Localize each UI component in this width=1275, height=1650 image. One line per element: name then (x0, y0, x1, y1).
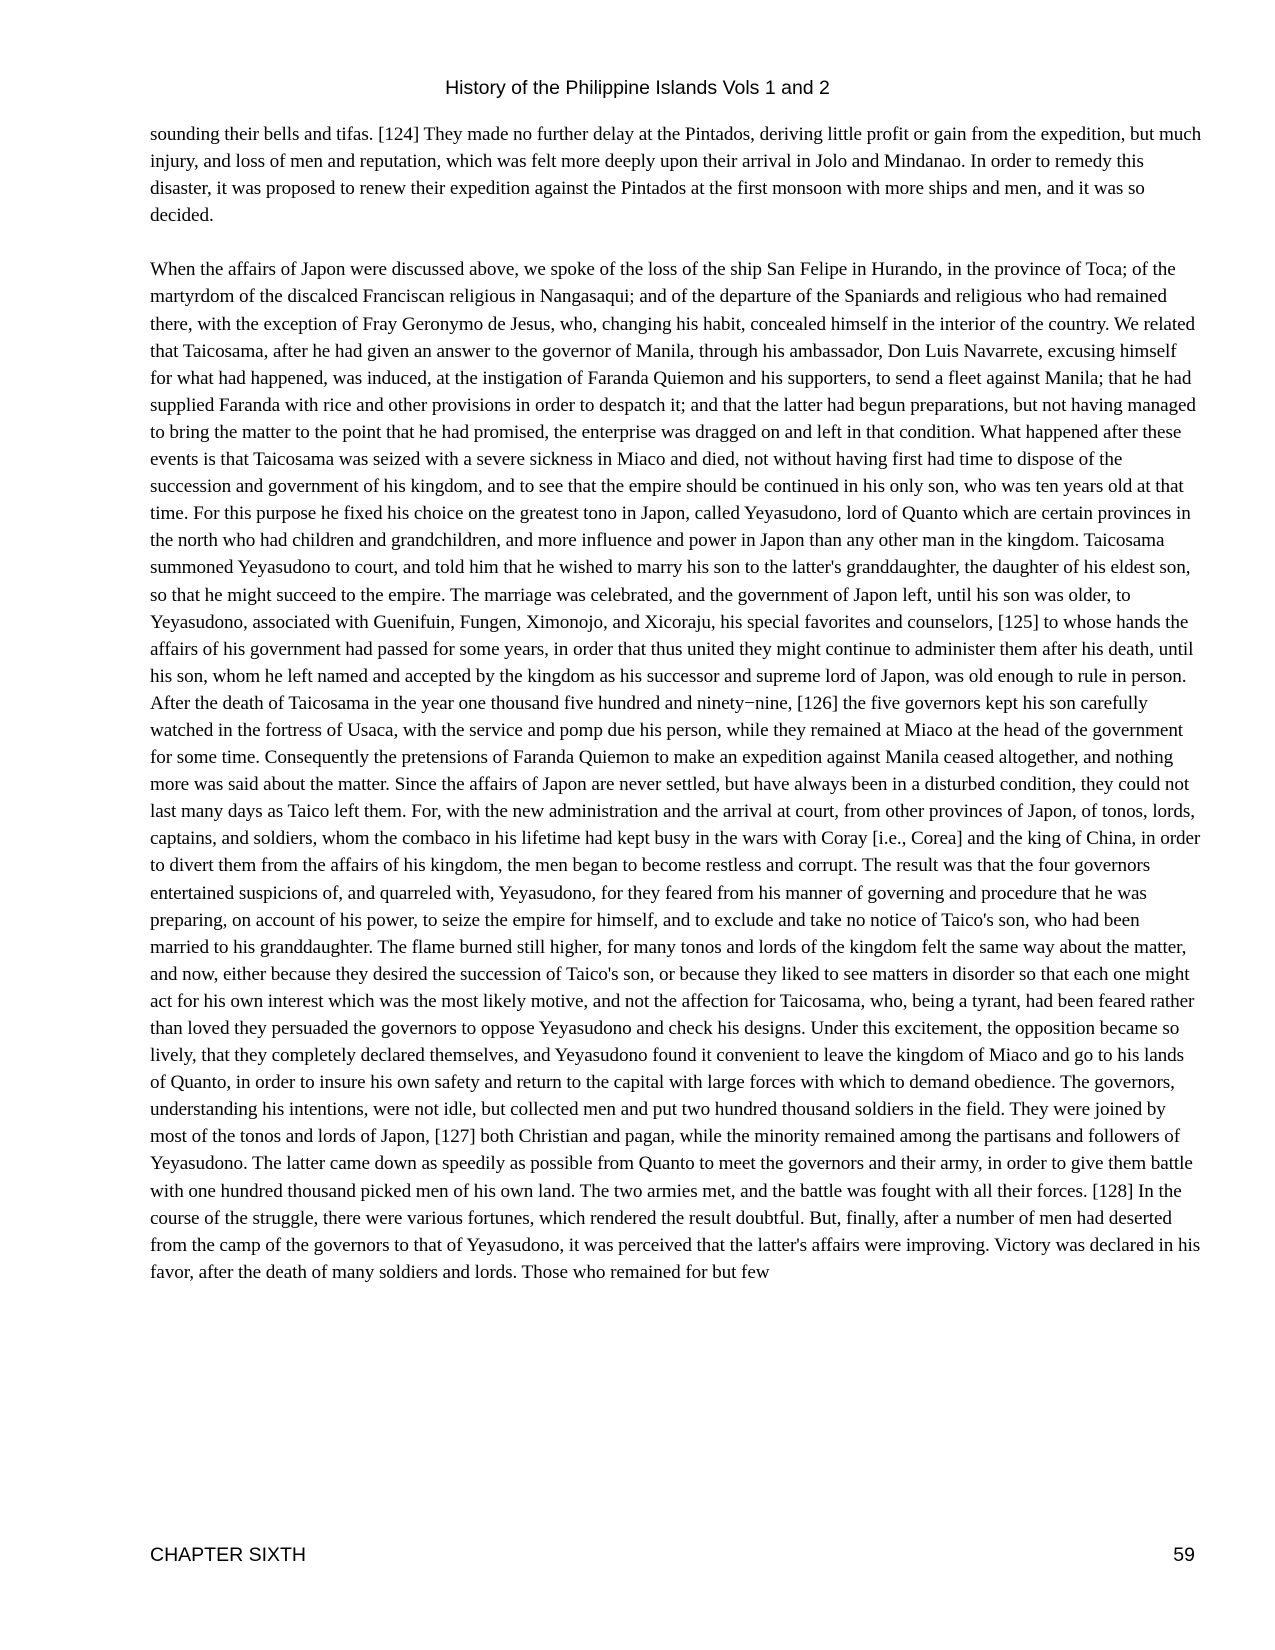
paragraph: When the affairs of Japon were discussed above, we spoke of the loss of the ship San Felipe in Hurando, in the province of Toca; of the martyrdom of the discalced Franciscan religious in Nangasaqui; and of the departure of the Spaniards and religious who had remained there, with the exception of Fray Geronymo de Jesus, who, changing his habit, concealed himself in the interior of the country. We related that Taicosama, after he had given an answer to the governor of Manila, through his ambassador, Don Luis Navarrete, excusing himself for what had happened, was induced, at the instigation of Faranda Quiemon and his supporters, to send a fleet against Manila; that he had supplied Faranda with rice and other provisions in order to despatch it; and that the latter had begun preparations, but not having managed to bring the matter to the point that he had promised, the enterprise was dragged on and left in that condition. What happened after these events is that Taicosama was seized with a severe sickness in Miaco and died, not without having first had time to dispose of the succession and government of his kingdom, and to see that the empire should be continued in his only son, who was ten years old at that time. For this purpose he fixed his choice on the greatest tono in Japon, called Yeyasudono, lord of Quanto which are certain provinces in the north who had children and grandchildren, and more influence and power in Japon than any other man in the kingdom. Taicosama summoned Yeyasudono to court, and told him that he wished to marry his son to the latter's granddaughter, the daughter of his eldest son, so that he might succeed to the empire. The marriage was celebrated, and the government of Japon left, until his son was older, to Yeyasudono, associated with Guenifuin, Fungen, Ximonojo, and Xicoraju, his special favorites and counselors, [125] to whose hands the affairs of his government had passed for some years, in order that thus united they might continue to administer them after his death, until his son, whom he left named and accepted by the kingdom as his successor and supreme lord of Japon, was old enough to rule in person. After the death of Taicosama in the year one thousand five hundred and ninety−nine, [126] the five governors kept his son carefully watched in the fortress of Usaca, with the service and pomp due his person, while they remained at Miaco at the head of the government for some time. Consequently the pretensions of Faranda Quiemon to make an expedition against Manila ceased altogether, and nothing more was said about the matter. Since the affairs of Japon are never settled, but have always been in a disturbed condition, they could not last many days as Taico left them. For, with the new administration and the arrival at court, from other provinces of Japon, of tonos, lords, captains, and soldiers, whom the combaco in his lifetime had kept busy in the wars with Coray [i.e., Corea] and the king of China, in order to divert them from the affairs of his kingdom, the men began to become restless and corrupt. The result was that the four governors entertained suspicions of, and quarreled with, Yeyasudono, for they feared from his manner of governing and procedure that he was preparing, on account of his power, to seize the empire for himself, and to exclude and take no notice of Taico's son, who had been married to his granddaughter. The flame burned still higher, for many tonos and lords of the kingdom felt the same way about the matter, and now, either because they desired the succession of Taico's son, or because they liked to see matters in disorder so that each one might act for his own interest which was the most likely motive, and not the affection for Taicosama, who, being a tyrant, had been feared rather than loved they persuaded the governors to oppose Yeyasudono and check his designs. Under this excitement, the opposition became so lively, that they completely declared themselves, and Yeyasudono found it convenient to leave the kingdom of Miaco and go to his lands of Quanto, in order to insure his own safety and return to the capital with large forces with which to demand obedience. The governors, understanding his intentions, were not idle, but collected men and put two hundred thousand soldiers in the field. They were joined by most of the tonos and lords of Japon, [127] both Christian and pagan, while the minority remained among the partisans and followers of Yeyasudono. The latter came down as speedily as possible from Quanto to meet the governors and their army, in order to give them battle with one hundred thousand picked men of his own land. The two armies met, and the battle was fought with all their forces. [128] In the course of the struggle, there were various fortunes, which rendered the result doubtful. But, finally, after a number of men had deserted from the camp of the governors to that of Yeyasudono, it was perceived that the latter's affairs were improving. Victory was declared in his favor, after the death of many soldiers and lords. Those who remained for but few (150, 259, 1201, 1283)
page-number: 59 (1173, 1544, 1195, 1566)
running-title: History of the Philippine Islands Vols 1 and 2 (445, 77, 830, 99)
page-body (150, 121, 1202, 1286)
paragraph: sounding their bells and tifas. [124] They made no further delay at the Pintados, deriving little profit or gain from the expedition, but much injury, and loss of men and reputation, which was felt more deeply upon their arrival in Jolo and Mindanao. In order to remedy this disaster, it was proposed to renew their expedition against the Pintados at the first monsoon with more ships and men, and it was so decided. (150, 124, 1202, 227)
chapter-footer: CHAPTER SIXTH (150, 1544, 307, 1566)
